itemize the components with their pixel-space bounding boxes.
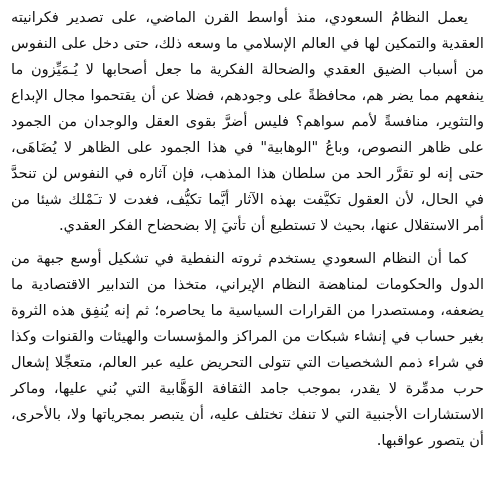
- article-body: [11, 5, 484, 454]
- paragraph-1: يعمل النظامُ السعودي، منذ أواسط القرن الماضي، على تصدير فكرانيته العقدية والتمكين لها في العالم الإسلامي ما وسعه ذلك، حتى دخل على النفوس من أسباب الضيق العقدي والضحالة الفكرية ما جعل أصحابها لا يُـمَيِّزون ما ينفعهم مما يضر هم، محافظةً على وجودهم، فضلا عن أن يقتحموا مجال الإبداع والتثوير، منافسةً لأمم سواهم؟ فليس أضرَّ بقوى العقل والوجدان من الجمود على ظاهر النصوص، وباعُ "الوهابية" في هذا الجمود على الظاهر لا يُضَاهَى، حتى إنه لو تقرَّر الحد من سلطان هذا المذهب، فإن آثاره في النفوس لن تنحدَّ في الحال، لأن العقول تكيَّفت بهذه الآثار أيَّما تكيُّف، فغدت لا تـَمْلك شيئا من أمر الاستقلال عنها، بحيث لا تستطيع أن تأتيَ إلا بضحضاح الفكر العقدي.: [11, 9, 484, 234]
- paragraph-2: كما أن النظام السعودي يستخدم ثروته النفطية في تشكيل أوسع جبهة من الدول والحكومات لمناهضة النظام الإيراني، متخذا من التدابير الاقتصادية ما يضعفه، ومستصدرا من القرارات السياسية ما يحاصره؛ ثم إنه يُنفِق هذه الثروة بغير حساب في إنشاء شبكات من المراكز والمؤسسات والهيئات والقنوات وكذا في شراء ذمم الشخصيات التي تتولى التحريض عليه عبر العالم، متعجِّلا إشعال حرب مدمِّرة لا يقدر، بموجب جامد الثقافة الوَهَّابية التي بُني عليها، وماكر الاستشارات الأجنبية التي لا تنفك تختلف عليه، أن يتبصر بمجرياتها ولا، بالأحرى، أن يتصور عواقبها.: [11, 250, 484, 449]
